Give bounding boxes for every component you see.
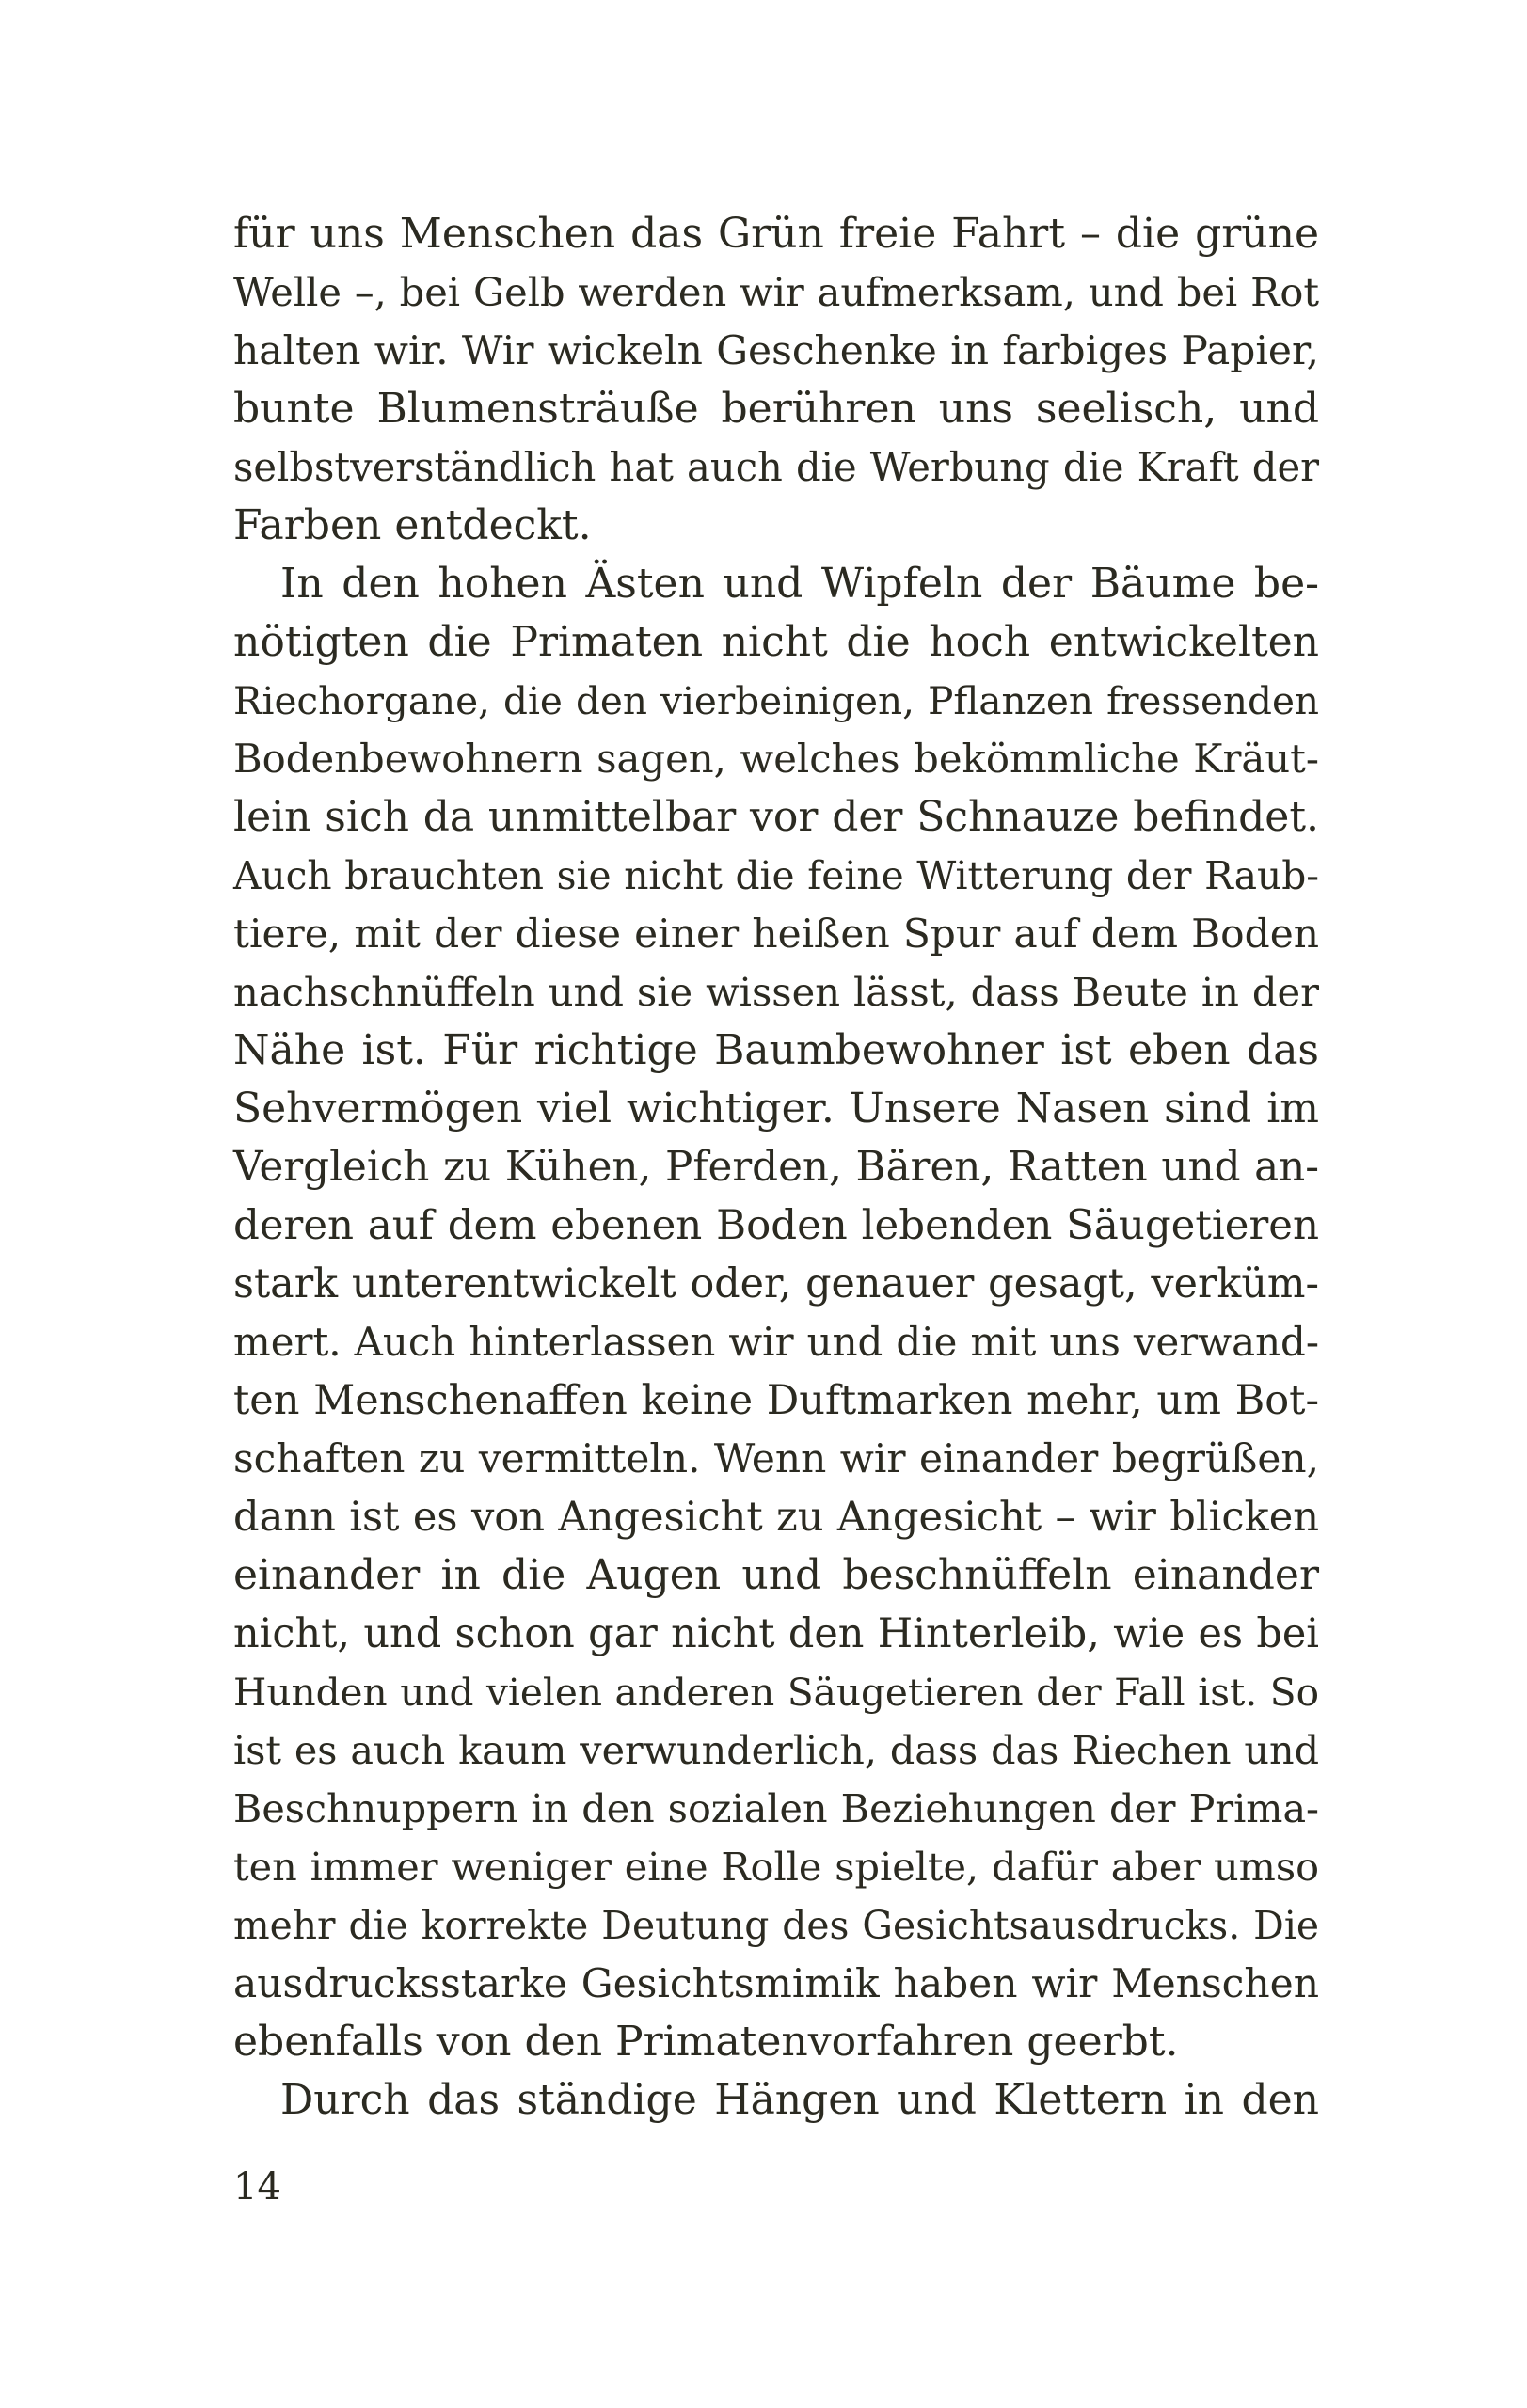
text-line: ten immer weniger eine Rolle spielte, dafür aber umso — [233, 1845, 1319, 1890]
text-line: selbstverständlich hat auch die Werbung die Kraft der — [233, 444, 1319, 490]
text-line: halten wir. Wir wickeln Geschenke in farbiges Papier, — [233, 327, 1319, 373]
page-number: 14 — [233, 2165, 281, 2209]
text-line: ist es auch kaum verwunderlich, dass das Riechen und — [233, 1728, 1319, 1773]
text-line: Auch brauchten sie nicht die feine Witterung der Raub- — [233, 853, 1319, 898]
text-line: Hunden und vielen anderen Säugetieren der Fall ist. So — [233, 1670, 1319, 1715]
text-line: Durch das ständige Hängen und Klettern in den — [280, 2076, 1319, 2124]
text-line: In den hohen Ästen und Wipfeln der Bäume be- — [280, 560, 1319, 608]
text-line: für uns Menschen das Grün freie Fahrt – die grüne — [233, 210, 1319, 258]
text-line: einander in die Augen und beschnüffeln einander — [233, 1551, 1319, 1599]
text-line: nachschnüffeln und sie wissen lässt, dass Beute in der — [233, 969, 1319, 1015]
text-line: mert. Auch hinterlassen wir und die mit uns verwand- — [233, 1319, 1319, 1365]
text-line: nicht, und schon gar nicht den Hinterleib, wie es bei — [233, 1610, 1319, 1657]
text-line: Riechorgane, die den vierbeinigen, Pflanzen fressenden — [233, 678, 1319, 723]
paragraph-3 — [233, 2071, 1319, 2130]
text-line: Welle –, bei Gelb werden wir aufmerksam, und bei Rot — [233, 269, 1319, 315]
text-line: ebenfalls von den Primatenvorfahren geerbt. — [233, 2018, 1179, 2066]
text-line: Nähe ist. Für richtige Baumbewohner ist eben das — [233, 1026, 1319, 1074]
text-line: Sehvermögen viel wichtiger. Unsere Nasen sind im — [233, 1085, 1319, 1133]
text-line: ausdrucksstarke Gesichtsmimik haben wir Menschen — [233, 1960, 1319, 2006]
text-line: Bodenbewohnern sagen, welches bekömmliche Kräut- — [233, 736, 1319, 782]
text-line: mehr die korrekte Deutung des Gesichtsausdrucks. Die — [233, 1903, 1319, 1948]
text-line: dann ist es von Angesicht zu Angesicht – wir blicken — [233, 1494, 1319, 1541]
text-line: deren auf dem ebenen Boden lebenden Säugetieren — [233, 1202, 1319, 1249]
body-text — [233, 205, 1319, 2130]
paragraph-2 — [233, 555, 1319, 2071]
text-line: bunte Blumensträuße berühren uns seelisch, und — [233, 385, 1319, 433]
text-line: stark unterentwickelt oder, genauer gesagt, verküm- — [233, 1260, 1319, 1307]
text-line: Beschnuppern in den sozialen Beziehungen der Prima- — [233, 1786, 1319, 1831]
text-line: schaften zu vermitteln. Wenn wir einander begrüßen, — [233, 1435, 1319, 1481]
paragraph-1 — [233, 205, 1319, 555]
text-line: Vergleich zu Kühen, Pferden, Bären, Ratten und an- — [233, 1144, 1319, 1191]
text-line: lein sich da unmittelbar vor der Schnauze befindet. — [233, 793, 1319, 841]
text-line: ten Menschenaffen keine Duftmarken mehr, um Bot- — [233, 1377, 1319, 1424]
text-line: nötigten die Primaten nicht die hoch entwickelten — [233, 618, 1319, 666]
text-line: tiere, mit der diese einer heißen Spur auf dem Boden — [233, 911, 1319, 957]
text-line: Farben entdeckt. — [233, 501, 592, 549]
